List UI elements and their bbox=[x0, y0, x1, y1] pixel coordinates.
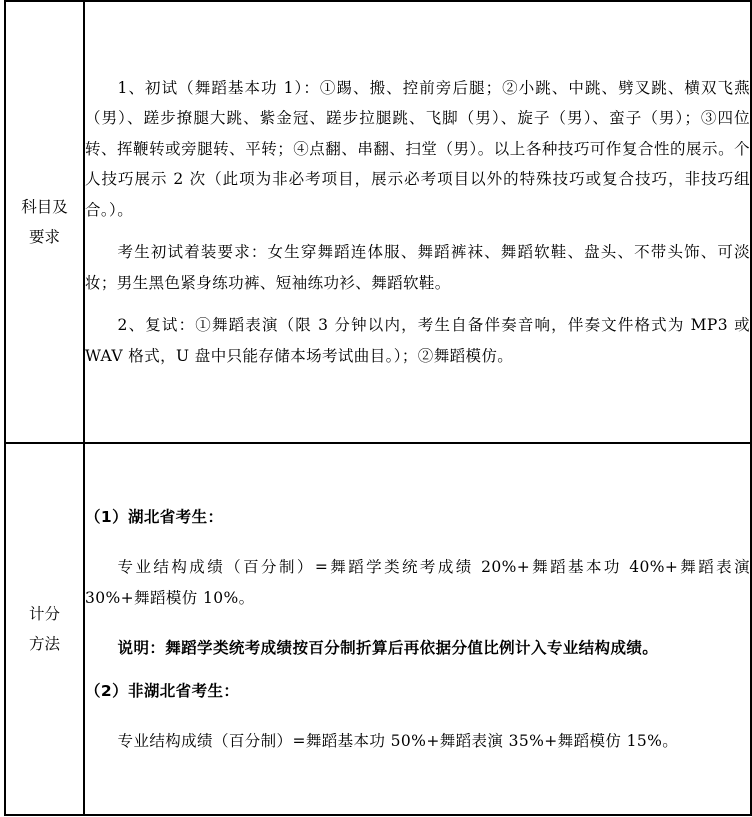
scoring-content-cell bbox=[84, 443, 751, 815]
subjects-content-cell bbox=[84, 1, 751, 443]
subjects-label-line1: 科目及 bbox=[21, 198, 68, 216]
scoring-label-line2: 方法 bbox=[28, 635, 60, 653]
scoring-label-line1: 计分 bbox=[28, 605, 60, 623]
conversion-note-text: 说明：舞蹈学类统考成绩按百分制折算后再依据分值比例计入专业结构成绩。 bbox=[117, 639, 659, 657]
table-row-scoring bbox=[5, 443, 751, 815]
hubei-formula-text: 专业结构成绩（百分制）=舞蹈学类统考成绩 20%+舞蹈基本功 40%+舞蹈表演 30%+舞蹈模仿 10%。 bbox=[85, 558, 750, 607]
retest-text: 2、复试：①舞蹈表演（限 3 分钟以内，考生自备伴奏音响，伴奏文件格式为 MP3 或 WAV 格式，U 盘中只能存储本场考试曲目。）；②舞蹈模仿。 bbox=[85, 316, 750, 365]
requirements-table bbox=[4, 0, 752, 816]
subjects-label-cell bbox=[5, 1, 84, 443]
hubei-heading: （1）湖北省考生： bbox=[85, 507, 224, 526]
non-hubei-formula-text: 专业结构成绩（百分制）=舞蹈基本功 50%+舞蹈表演 35%+舞蹈模仿 15%。 bbox=[117, 732, 679, 750]
non-hubei-heading: （2）非湖北省考生： bbox=[85, 681, 240, 700]
dress-requirement-text: 考生初试着装要求：女生穿舞蹈连体服、舞蹈裤袜、舞蹈软鞋、盘头、不带头饰、可淡妆；男生黑色紧身练功裤、短袖练功衫、舞蹈软鞋。 bbox=[85, 243, 750, 292]
subjects-label-line2: 要求 bbox=[28, 228, 60, 246]
table-row-subjects bbox=[5, 1, 751, 443]
preliminary-exam-text: 1、初试（舞蹈基本功 1）：①踢、搬、控前旁后腿；②小跳、中跳、劈叉跳、横双飞燕（男）、蹉步撩腿大跳、紫金冠、蹉步拉腿跳、飞脚（男）、旋子（男）、蛮子（男）；③四位转、挥鞭转或旁腿转、平转；④点翻、串翻、扫堂（男）。以上各种技巧可作复合性的展示。个人技巧展示 2 次（此项为非必考项目，展示必考项目以外的特殊技巧或复合技巧，非技巧组合。）。 bbox=[85, 78, 750, 219]
scoring-label-cell bbox=[5, 443, 84, 815]
